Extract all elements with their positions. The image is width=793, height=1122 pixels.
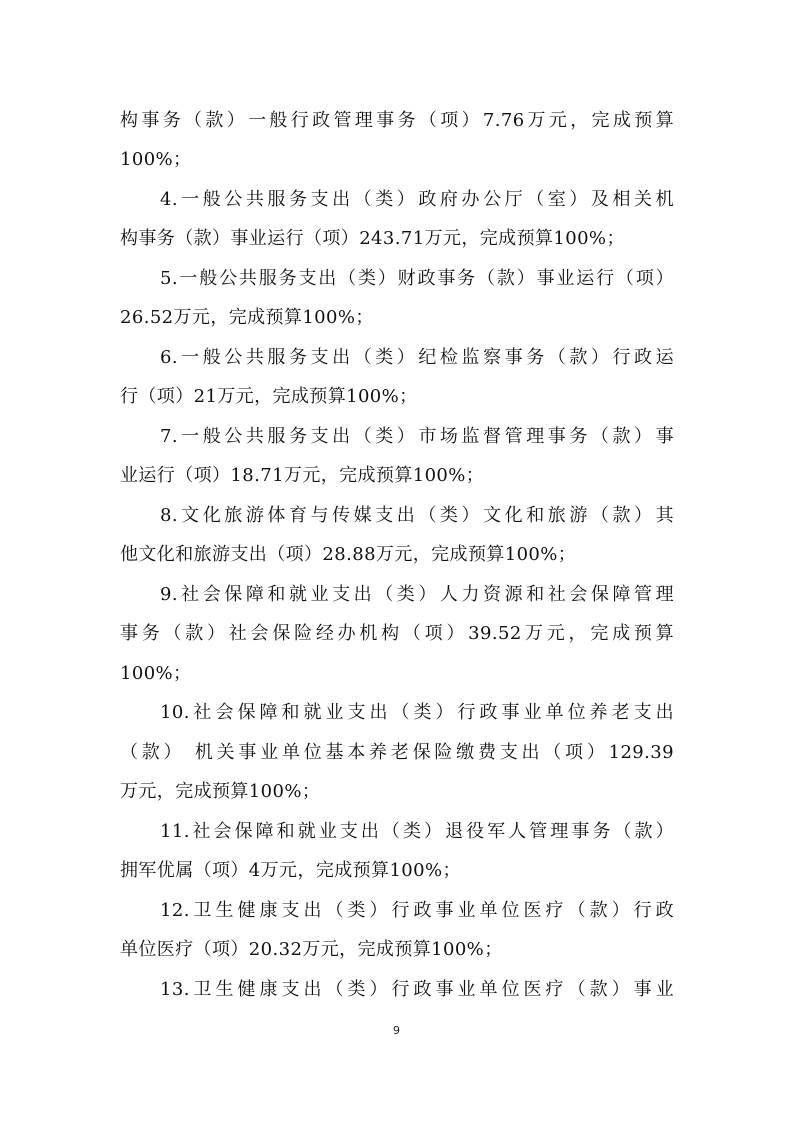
paragraph-first-line: 5.一般公共服务支出（类）财政事务（款）事业运行（项） (160, 268, 674, 289)
text-line: 事务（款）社会保险经办机构（项）39.52万元，完成预算 (120, 623, 674, 644)
paragraph-first-line: 6.一般公共服务支出（类）纪检监察事务（款）行政运 (160, 347, 674, 368)
paragraph-first-line: 7.一般公共服务支出（类）市场监督管理事务（款）事 (160, 426, 674, 447)
paragraph-first-line: 4.一般公共服务支出（类）政府办公厅（室）及相关机 (160, 189, 674, 210)
text-line: 业运行（项）18.71万元，完成预算100%； (120, 465, 485, 486)
paragraph-first-line: 8.文化旅游体育与传媒支出（类）文化和旅游（款）其 (160, 505, 674, 526)
paragraph-first-line: 10.社会保障和就业支出（类）行政事业单位养老支出 (160, 702, 674, 723)
paragraph-first-line: 12.卫生健康支出（类）行政事业单位医疗（款）行政 (160, 900, 674, 921)
paragraph-first-line: 11.社会保障和就业支出（类）退役军人管理事务（款） (160, 821, 674, 842)
text-line: （款） 机关事业单位基本养老保险缴费支出（项）129.39 (120, 742, 674, 763)
text-line: 单位医疗（项）20.32万元，完成预算100%； (120, 939, 503, 960)
text-line: 100%； (120, 149, 192, 170)
text-line: 万元，完成预算100%； (120, 781, 321, 802)
paragraph-first-line: 13.卫生健康支出（类）行政事业单位医疗（款）事业 (160, 979, 674, 1000)
paragraph-first-line: 9.社会保障和就业支出（类）人力资源和社会保障管理 (160, 584, 674, 605)
text-line: 拥军优属（项）4万元，完成预算100%； (120, 860, 461, 881)
text-line: 他文化和旅游支出（项）28.88万元，完成预算100%； (120, 544, 577, 565)
text-line: 构事务（款）一般行政管理事务（项）7.76万元，完成预算 (120, 110, 674, 131)
page-number: 9 (393, 1024, 400, 1037)
text-line: 行（项）21万元，完成预算100%； (120, 386, 418, 407)
text-line: 100%； (120, 663, 192, 684)
text-line: 26.52万元，完成预算100%； (120, 307, 374, 328)
text-line: 构事务（款）事业运行（项）243.71万元，完成预算100%； (120, 228, 625, 249)
